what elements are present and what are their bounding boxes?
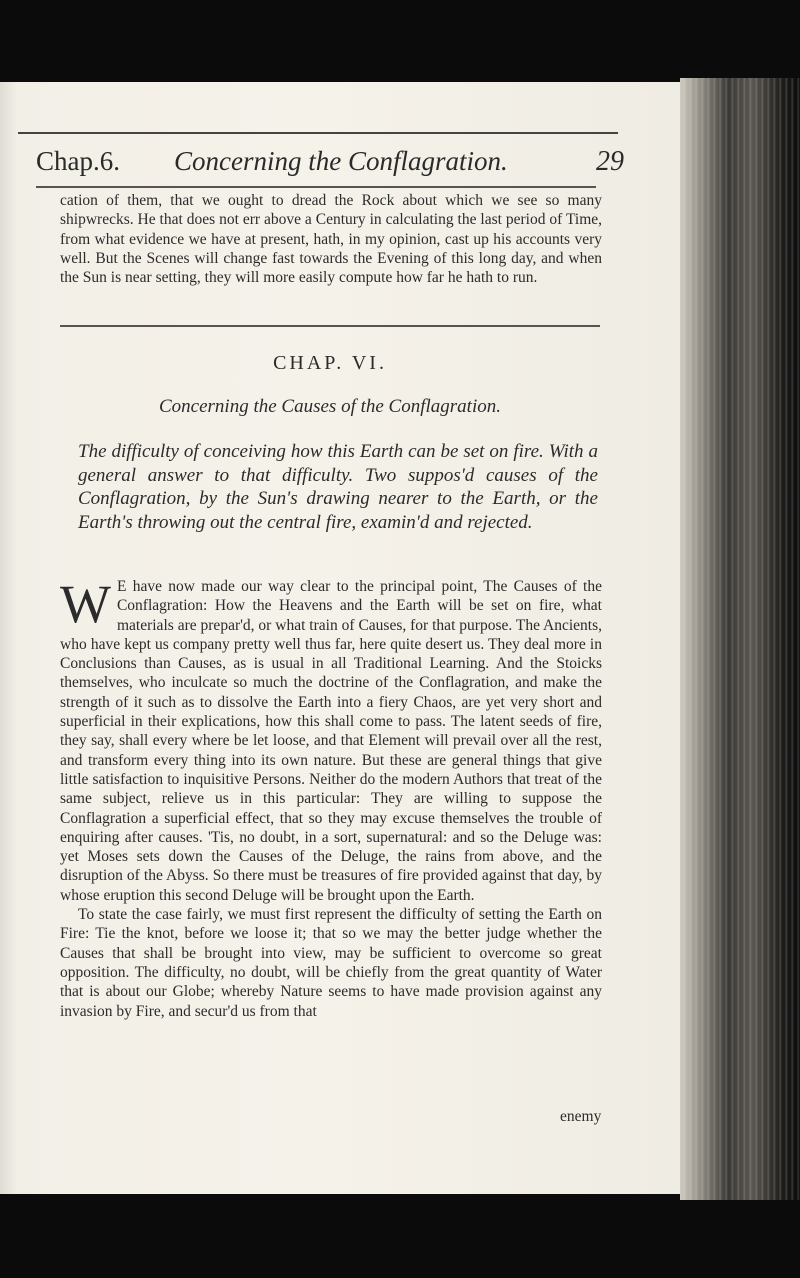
body-paragraph-1 <box>60 574 602 905</box>
chapter-divider <box>60 325 600 327</box>
chapter-heading: CHAP. VI. <box>273 352 387 374</box>
intro-paragraph <box>60 191 602 287</box>
body-paragraph-1-text: E have now made our way clear to the principal point, The Causes of the Conflagration: How the Heavens and the Earth will be set on fire, what materials are prepar'd, or what train of Causes, for that purpose. The Ancients, who have kept us company pretty well thus far, here quite desert us. They deal more in Conclusions than Causes, as is usual in all Traditional Learning. And the Stoicks themselves, who inculcate so much the doctrine of the Conflagration, and make the strength of it such as to dissolve the Earth into a fiery Chaos, are yet very short and superficial in their explications, how this shall come to pass. The latent seeds of fire, they say, shall every where be let loose, and that Element will prevail over all the rest, and transform every thing into its own nature. But these are general things that give little satisfaction to inquisitive Persons. Neither do the modern Authors that treat of the same subject, relieve us in this particular: They are willing to suppose the Conflagration a superficial effect, that so they may excuse themselves the trouble of enquiring after causes. 'Tis, no doubt, in a sort, supernatural: and so the Deluge was: yet Moses sets down the Causes of the Deluge, the rains from above, and the disruption of the Abyss. So there must be treasures of fire provided against that day, by whose eruption this second Deluge will be brought upon the Earth. <box>60 578 602 904</box>
page-edge-shadow <box>0 82 18 1194</box>
intro-paragraph-text: cation of them, that we ought to dread the Rock about which we see so many shipwrecks. He that does not err above a Century in calculating the last period of Time, from what evidence we have at present, hath, in my opinion, cast up his accounts very well. But the Scenes will change fast towards the Evening of this long day, and when the Sun is near setting, they will more easily compute how far he hath to run. <box>60 192 602 287</box>
running-header <box>36 146 624 186</box>
header-title: Concerning the Conflagration. <box>174 146 508 176</box>
chapter-body <box>60 574 602 1021</box>
header-rule-top <box>18 132 618 134</box>
drop-cap: W <box>60 574 111 634</box>
header-rule-bottom <box>36 186 596 188</box>
book-binding-edge <box>680 78 800 1200</box>
page-number: 29 <box>596 146 624 177</box>
catchword: enemy <box>560 1108 602 1125</box>
body-paragraph-2: To state the case fairly, we must first represent the difficulty of setting the Earth on Fire: Tie the knot, before we loose it; that so we may the better judge whether the Causes that shall be brought into view, may be sufficient to overcome so great opposition. The difficulty, no doubt, will be chiefly from the great quantity of Water that is about our Globe; whereby Nature seems to have made provision against any invasion by Fire, and secur'd us from that <box>60 906 602 1020</box>
chapter-subtitle: Concerning the Causes of the Conflagration. <box>159 396 501 417</box>
header-chapter: Chap.6. <box>36 146 120 176</box>
chapter-summary: The difficulty of conceiving how this Earth can be set on fire. With a general answer to that difficulty. Two suppos'd causes of the Conflagration, by the Sun's drawing nearer to the Earth, or the Earth's throwing out the central fire, examin'd and rejected. <box>78 441 598 533</box>
